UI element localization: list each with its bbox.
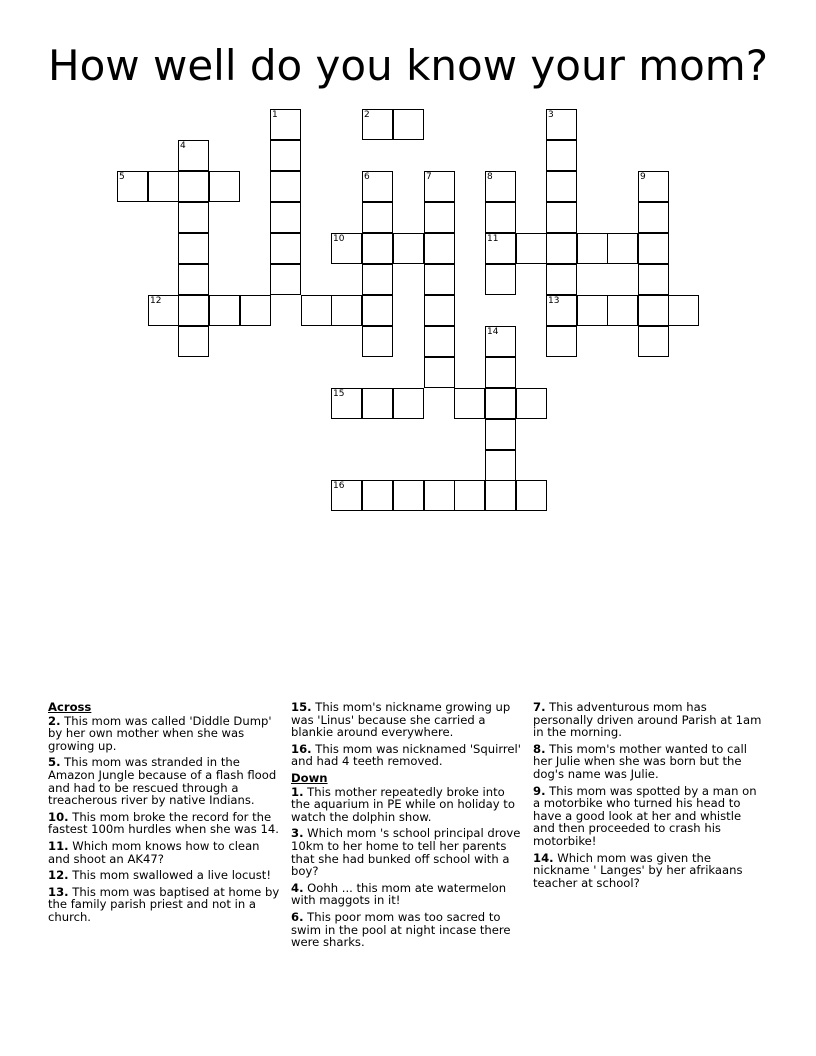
crossword-cell[interactable] bbox=[270, 233, 301, 264]
clue-text: Which mom knows how to clean and shoot an AK47? bbox=[48, 838, 260, 866]
crossword-cell[interactable] bbox=[270, 264, 301, 295]
crossword-cell[interactable] bbox=[362, 480, 393, 511]
crossword-cell[interactable] bbox=[424, 264, 455, 295]
crossword-cell[interactable] bbox=[454, 480, 485, 511]
clue-column-2 bbox=[291, 701, 523, 953]
clue-text: Oohh ... this mom ate watermelon with maggots in it! bbox=[291, 880, 507, 908]
clue-number: 6. bbox=[291, 909, 304, 924]
clue-column-3 bbox=[533, 701, 765, 893]
crossword-cell[interactable] bbox=[516, 388, 547, 419]
down-clues-part2 bbox=[533, 701, 765, 889]
cell-number: 7 bbox=[426, 172, 432, 182]
across-clues-part2 bbox=[291, 701, 523, 768]
clue-number: 3. bbox=[291, 826, 304, 841]
clue-text: This mom was stranded in the Amazon Jungle because of a flash flood and had to be rescued through a treacherous river by native Indians. bbox=[48, 755, 277, 808]
down-clue bbox=[533, 701, 765, 739]
across-clue bbox=[291, 743, 523, 768]
crossword-cell[interactable] bbox=[454, 388, 485, 419]
crossword-cell[interactable] bbox=[178, 264, 209, 295]
crossword-cell[interactable] bbox=[393, 109, 424, 140]
cell-number: 11 bbox=[487, 234, 499, 244]
clue-number: 7. bbox=[533, 700, 546, 714]
crossword-cell[interactable] bbox=[393, 233, 424, 264]
crossword-cell[interactable] bbox=[546, 171, 577, 202]
across-clue bbox=[48, 886, 280, 924]
clue-text: Which mom was given the nickname ' Langes' by her afrikaans teacher at school? bbox=[533, 850, 743, 890]
puzzle-title: How well do you know your mom? bbox=[47, 41, 769, 90]
cell-number: 15 bbox=[333, 389, 345, 399]
cell-number: 16 bbox=[333, 481, 345, 491]
crossword-cell[interactable] bbox=[178, 202, 209, 233]
clue-number: 5. bbox=[48, 755, 61, 770]
crossword-cell[interactable] bbox=[638, 202, 669, 233]
crossword-cell[interactable] bbox=[638, 326, 669, 357]
cell-number: 1 bbox=[272, 110, 278, 120]
clue-text: This mom's mother wanted to call her Julie when she was born but the dog's name was Julie. bbox=[533, 741, 747, 781]
clue-number: 4. bbox=[291, 880, 304, 895]
crossword-cell[interactable] bbox=[485, 450, 516, 481]
down-heading: Down bbox=[291, 770, 328, 785]
across-clue bbox=[48, 811, 280, 836]
clue-number: 14. bbox=[533, 850, 554, 865]
clue-number: 9. bbox=[533, 783, 546, 798]
clue-text: This mom was nicknamed 'Squirrel' and had 4 teeth removed. bbox=[291, 741, 521, 769]
clue-number: 10. bbox=[48, 809, 69, 824]
clue-text: This mother repeatedly broke into the aquarium in PE while on holiday to watch the dolphin show. bbox=[291, 784, 515, 824]
cell-number: 4 bbox=[180, 141, 186, 151]
crossword-cell[interactable] bbox=[178, 326, 209, 357]
crossword-cell[interactable] bbox=[607, 295, 638, 326]
crossword-cell[interactable] bbox=[178, 295, 209, 326]
across-clue bbox=[48, 840, 280, 865]
cell-number: 6 bbox=[364, 172, 370, 182]
crossword-cell[interactable] bbox=[424, 202, 455, 233]
cell-number: 10 bbox=[333, 234, 345, 244]
crossword-cell[interactable] bbox=[638, 233, 669, 264]
clue-number: 16. bbox=[291, 741, 312, 756]
cell-number: 14 bbox=[487, 327, 499, 337]
crossword-cell[interactable] bbox=[546, 326, 577, 357]
crossword-cell[interactable] bbox=[301, 295, 332, 326]
crossword-cell[interactable] bbox=[485, 419, 516, 450]
crossword-cell[interactable] bbox=[485, 388, 516, 419]
down-clue bbox=[291, 786, 523, 824]
down-clue bbox=[533, 743, 765, 781]
down-clue bbox=[291, 911, 523, 949]
clue-number: 12. bbox=[48, 868, 69, 883]
crossword-cell[interactable] bbox=[485, 357, 516, 388]
clue-text: This mom broke the record for the fastest 100m hurdles when she was 14. bbox=[48, 809, 279, 837]
crossword-cell[interactable] bbox=[546, 202, 577, 233]
cell-number: 3 bbox=[548, 110, 554, 120]
clue-text: This poor mom was too sacred to swim in the pool at night incase there were sharks. bbox=[291, 909, 511, 950]
down-clue bbox=[291, 882, 523, 907]
crossword-cell[interactable] bbox=[362, 326, 393, 357]
clue-number: 1. bbox=[291, 784, 304, 799]
crossword-cell[interactable] bbox=[546, 233, 577, 264]
crossword-cell[interactable] bbox=[638, 295, 669, 326]
crossword-cell[interactable] bbox=[424, 357, 455, 388]
clue-number: 8. bbox=[533, 741, 546, 756]
clue-text: This mom was spotted by a man on a motorbike who turned his head to have a good look at her and whistle and then proceeded to crash his motorbike! bbox=[533, 783, 757, 848]
crossword-cell[interactable] bbox=[668, 295, 699, 326]
crossword-cell[interactable] bbox=[362, 264, 393, 295]
cell-number: 5 bbox=[119, 172, 125, 182]
crossword-cell[interactable] bbox=[577, 233, 608, 264]
down-clue bbox=[533, 852, 765, 890]
crossword-cell[interactable] bbox=[577, 295, 608, 326]
clue-text: This adventurous mom has personally driven around Parish at 1am in the morning. bbox=[533, 700, 762, 740]
cell-number: 13 bbox=[548, 296, 560, 306]
down-clue bbox=[291, 827, 523, 877]
across-clue bbox=[291, 701, 523, 739]
clue-text: This mom was called 'Diddle Dump' by her own mother when she was growing up. bbox=[48, 713, 272, 753]
clue-text: This mom was baptised at home by the family parish priest and not in a church. bbox=[48, 884, 280, 924]
clue-number: 13. bbox=[48, 884, 69, 899]
crossword-cell[interactable] bbox=[485, 264, 516, 295]
clue-text: This mom swallowed a live locust! bbox=[68, 868, 271, 883]
clue-text: This mom's nickname growing up was 'Linus' because she carried a blankie around everywhere. bbox=[291, 700, 511, 740]
across-clue bbox=[48, 869, 280, 882]
down-clues-part1 bbox=[291, 786, 523, 949]
crossword-cell[interactable] bbox=[516, 233, 547, 264]
crossword-cell[interactable] bbox=[485, 202, 516, 233]
crossword-cell[interactable] bbox=[178, 233, 209, 264]
crossword-cell[interactable] bbox=[424, 326, 455, 357]
across-clue bbox=[48, 756, 280, 806]
crossword-cell[interactable] bbox=[331, 295, 362, 326]
across-clue bbox=[48, 715, 280, 753]
crossword-cell[interactable] bbox=[638, 264, 669, 295]
crossword-cell[interactable] bbox=[424, 295, 455, 326]
across-clues-part1 bbox=[48, 715, 280, 924]
crossword-cell[interactable] bbox=[546, 140, 577, 171]
crossword-cell[interactable] bbox=[148, 171, 179, 202]
crossword-cell[interactable] bbox=[209, 171, 240, 202]
crossword-cell[interactable] bbox=[393, 480, 424, 511]
down-clue bbox=[533, 785, 765, 848]
crossword-cell[interactable] bbox=[240, 295, 271, 326]
crossword-cell[interactable] bbox=[424, 233, 455, 264]
clue-column-1 bbox=[48, 701, 280, 928]
crossword-cell[interactable] bbox=[270, 202, 301, 233]
clue-text: Which mom 's school principal drove 10km to her home to tell her parents that she had bunked off school with a boy? bbox=[291, 826, 521, 879]
cell-number: 8 bbox=[487, 172, 493, 182]
crossword-cell[interactable] bbox=[516, 480, 547, 511]
crossword-cell[interactable] bbox=[393, 388, 424, 419]
crossword-cell[interactable] bbox=[607, 233, 638, 264]
crossword-cell[interactable] bbox=[362, 295, 393, 326]
clue-number: 11. bbox=[48, 838, 69, 853]
cell-number: 9 bbox=[640, 172, 646, 182]
cell-number: 12 bbox=[150, 296, 162, 306]
crossword-cell[interactable] bbox=[424, 480, 455, 511]
cell-number: 2 bbox=[364, 110, 370, 120]
crossword-cell[interactable] bbox=[178, 171, 209, 202]
across-heading: Across bbox=[48, 700, 92, 714]
crossword-cell[interactable] bbox=[209, 295, 240, 326]
crossword-cell[interactable] bbox=[362, 388, 393, 419]
crossword-cell[interactable] bbox=[270, 171, 301, 202]
crossword-cell[interactable] bbox=[362, 233, 393, 264]
clue-number: 15. bbox=[291, 700, 312, 714]
crossword-cell[interactable] bbox=[485, 480, 516, 511]
crossword-cell[interactable] bbox=[362, 202, 393, 233]
clue-number: 2. bbox=[48, 713, 61, 728]
crossword-cell[interactable] bbox=[270, 140, 301, 171]
crossword-cell[interactable] bbox=[546, 264, 577, 295]
